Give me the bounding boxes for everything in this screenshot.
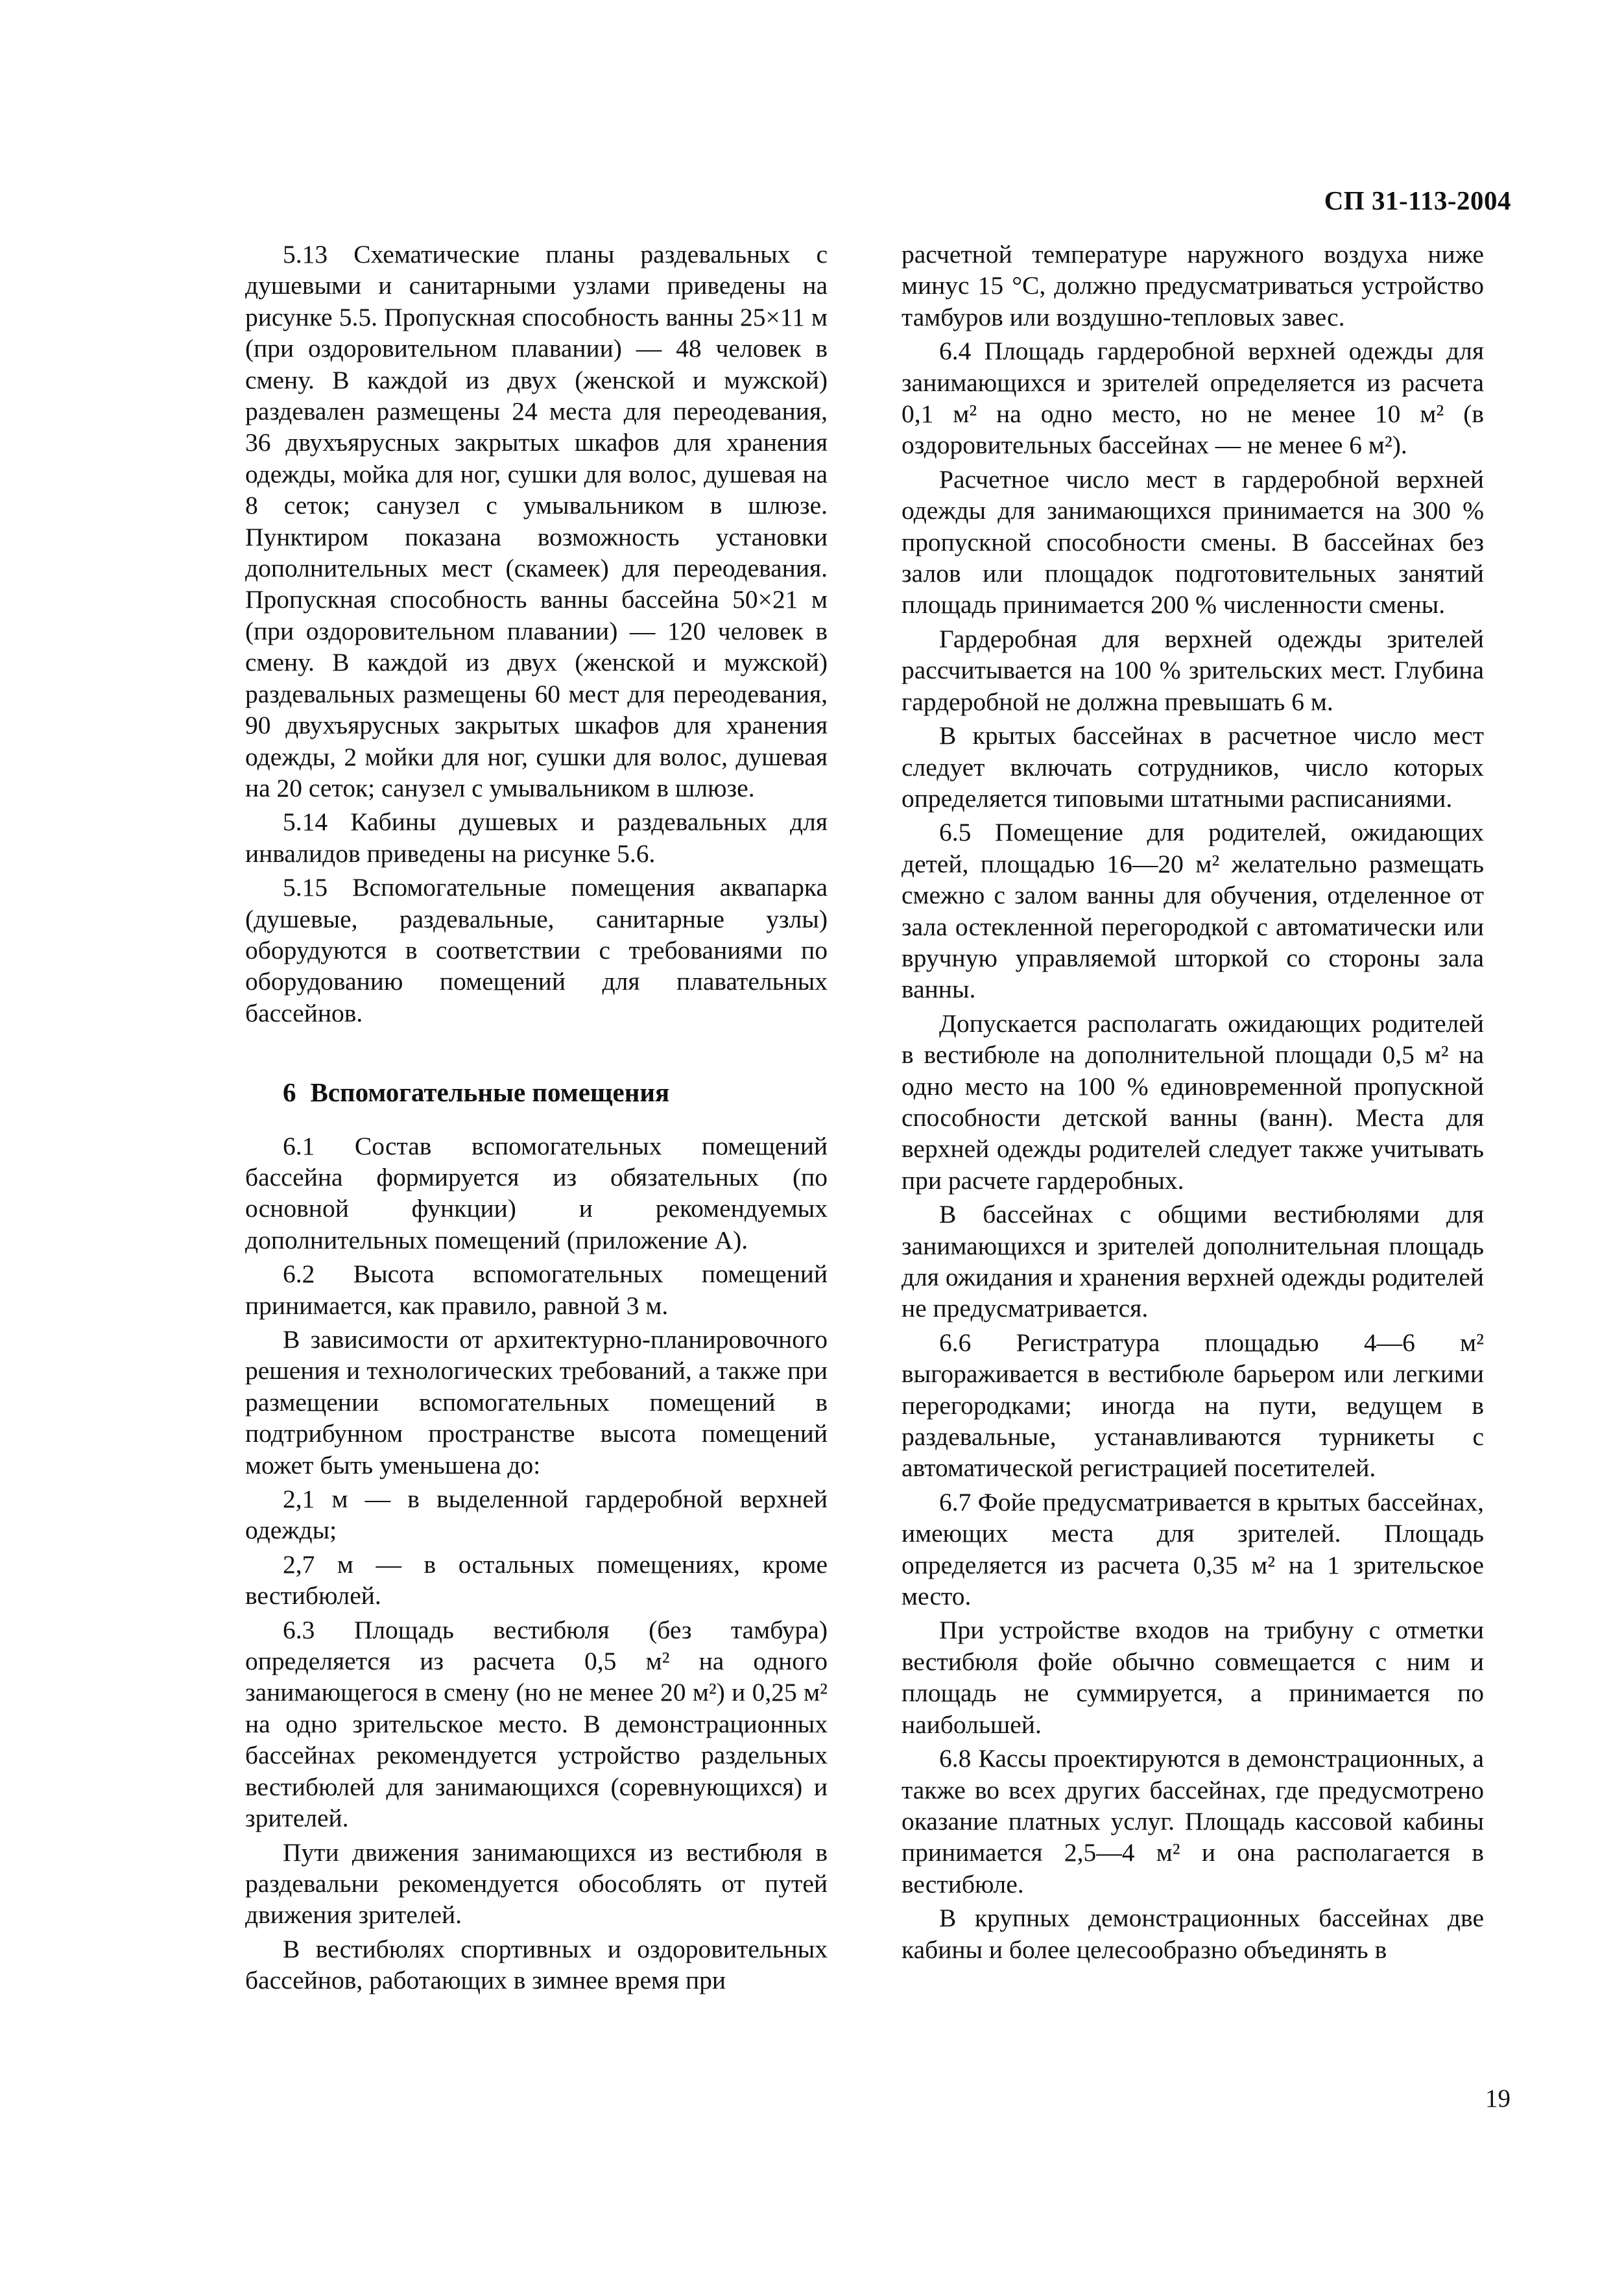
paragraph-6-5: 6.5 Помещение для родителей, ожидающих детей, площадью 16—20 м² желательно размещать смежно с залом ванны для обучения, отделенное от зала остекленной перегородкой с автоматически или вручную управляемой шторкой со стороны зала ванны.	[902, 818, 1484, 1004]
paragraph-5-15: 5.15 Вспомогательные помещения аквапарка (душевые, раздевальные, санитарные узлы) оборудуются в соответствии с требованиями по оборудованию помещений для плавательных бассейнов.	[245, 873, 828, 1027]
page-number: 19	[1485, 2085, 1511, 2112]
paragraph-6-8: 6.8 Кассы проектируются в демонстрационных, а также во всех других бассейнах, где предусмотрено оказание платных услуг. Площадь кассовой кабины принимается 2,5—4 м² и она располагается в вестибюле.	[902, 1744, 1484, 1898]
section-number: 6	[283, 1077, 296, 1108]
paragraph-6-2: 6.2 Высота вспомогательных помещений принимается, как правило, равной 3 м.	[245, 1260, 828, 1320]
paragraph-6-6: 6.6 Регистратура площадью 4—6 м² выгораживается в вестибюле барьером или легкими перегородками; иногда на пути, ведущем в раздевальные, устанавливаются турникеты с автоматической регистрацией посетителей.	[902, 1328, 1484, 1483]
list-item: 2,1 м — в выделенной гардеробной верхней одежды;	[245, 1485, 828, 1545]
paragraph-5-13: 5.13 Схематические планы раздевальных с душевыми и санитарными узлами приведены на рисунке 5.5. Пропускная способность ванны 25×11 м (при оздоровительном плавании) — 48 человек в смену. В каждой из двух (женской и мужской) раздевален размещены 24 места для переодевания, 36 двухъярусных закрытых шкафов для хранения одежды, мойка для ног, сушки для волос, душевая на 8 сеток; санузел с умывальником в шлюзе. Пунктиром показана возможность установки дополнительных мест (скамеек) для переодевания. Пропускная способность ванны бассейна 50×21 м (при оздоровительном плавании) — 120 человек в смену. В каждой из двух (женской и мужской) раздевальных размещены 60 мест для переодевания, 90 двухъярусных закрытых шкафов для хранения одежды, 2 мойки для ног, сушки для волос, душевая на 20 сеток; санузел с умывальником в шлюзе.	[245, 240, 828, 802]
paragraph: При устройстве входов на трибуну с отметки вестибюля фойе обычно совмещается с ним и площадь не суммируется, а принимается по наибольшей.	[902, 1616, 1484, 1739]
paragraph: Гардеробная для верхней одежды зрителей рассчитывается на 100 % зрительских мест. Глубина гардеробной не должна превышать 6 м.	[902, 624, 1484, 716]
paragraph-6-7: 6.7 Фойе предусматривается в крытых бассейнах, имеющих места для зрителей. Площадь определяется из расчета 0,35 м² на 1 зрительское место.	[902, 1487, 1484, 1611]
paragraph-6-3: 6.3 Площадь вестибюля (без тамбура) определяется из расчета 0,5 м² на одного занимающегося в смену (но не менее 20 м²) и 0,25 м² на одно зрительское место. В демонстрационных бассейнах рекомендуется устройство раздельных вестибюлей для занимающихся (соревнующихся) и зрителей.	[245, 1615, 828, 1833]
left-column	[245, 239, 828, 1999]
paragraph: Пути движения занимающихся из вестибюля в раздевальни рекомендуется обособлять от путей движения зрителей.	[245, 1837, 828, 1930]
paragraph: В крупных демонстрационных бассейнах две кабины и более целесообразно объединять в	[902, 1904, 1484, 1964]
section-heading	[245, 1077, 828, 1108]
document-code: СП 31-113-2004	[1324, 185, 1511, 215]
paragraph-6-4: 6.4 Площадь гардеробной верхней одежды для занимающихся и зрителей определяется из расчета 0,1 м² на одно место, но не менее 10 м² (в оздоровительных бассейнах — не менее 6 м²).	[902, 337, 1484, 460]
paragraph-6-1: 6.1 Состав вспомогательных помещений бассейна формируется из обязательных (по основной функции) и рекомендуемых дополнительных помещений (приложение А).	[245, 1131, 828, 1254]
paragraph: В крытых бассейнах в расчетное число мест следует включать сотрудников, число которых определяется типовыми штатными расписаниями.	[902, 721, 1484, 813]
right-column	[902, 239, 1484, 1968]
list-item: 2,7 м — в остальных помещениях, кроме вестибюлей.	[245, 1549, 828, 1610]
paragraph: Допускается располагать ожидающих родителей в вестибюле на дополнительной площади 0,5 м² на одно место на 100 % единовременной пропускной способности детской ванны (ванн). Места для верхней одежды родителей следует также учитывать при расчете гардеробных.	[902, 1009, 1484, 1195]
paragraph: В вестибюлях спортивных и оздоровительных бассейнов, работающих в зимнее время при	[245, 1934, 828, 1995]
section-title: Вспомогательные помещения	[310, 1077, 670, 1108]
paragraph: В бассейнах с общими вестибюлями для занимающихся и зрителей дополнительная площадь для ожидания и хранения верхней одежды родителей не предусматривается.	[902, 1200, 1484, 1323]
paragraph: Расчетное число мест в гардеробной верхней одежды для занимающихся принимается на 300 % пропускной способности смены. В бассейнах без залов или площадок подготовительных занятий площадь принимается 200 % численности смены.	[902, 464, 1484, 619]
paragraph-continuation: расчетной температуре наружного воздуха ниже минус 15 °С, должно предусматриваться устройство тамбуров или воздушно-тепловых завес.	[902, 240, 1484, 331]
paragraph-5-14: 5.14 Кабины душевых и раздевальных для инвалидов приведены на рисунке 5.6.	[245, 808, 828, 868]
paragraph: В зависимости от архитектурно-планировочного решения и технологических требований, а также при размещении вспомогательных помещений в подтрибунном пространстве высота помещений может быть уменьшена до:	[245, 1325, 828, 1479]
